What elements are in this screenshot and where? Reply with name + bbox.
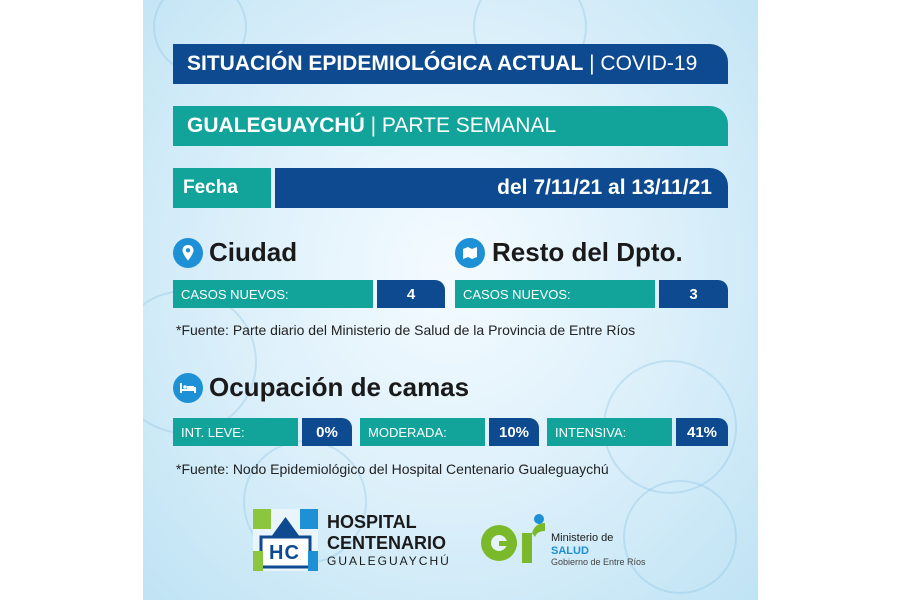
title-light: COVID-19 [600,52,698,75]
cases-source-note: *Fuente: Parte diario del Ministerio de Salud de la Provincia de Entre Ríos [176,322,636,338]
title-bold: SITUACIÓN EPIDEMIOLÓGICA ACTUAL [187,52,584,75]
hospital-logo-line3: GUALEGUAYCHÚ [327,554,451,568]
ministry-logo-mark [477,513,547,567]
subtitle-bold: GUALEGUAYCHÚ [187,114,365,137]
infographic-card [143,0,758,600]
bed-mild-label: INT. LEVE: [181,424,245,440]
title-separator: | [583,52,601,75]
hospital-logo-mark [253,509,318,571]
rest-cases-label-box [455,280,655,308]
bed-intensive-value: 41% [676,418,728,446]
date-label-box [173,168,271,208]
bed-intensive-label: INTENSIVA: [555,424,627,440]
ministry-logo-line1: Ministerio de [551,532,614,544]
ministry-logo-line3: Gobierno de Entre Ríos [551,557,646,568]
date-value: del 7/11/21 al 13/11/21 [497,176,712,199]
map-pin-icon [173,238,203,268]
beds-heading: Ocupación de camas [209,372,470,402]
hospital-bed-icon [173,373,203,403]
bed-item-label-box [360,418,485,446]
beds-source-note: *Fuente: Nodo Epidemiológico del Hospital Centenario Gualeguaychú [176,461,609,477]
city-heading: Ciudad [209,237,298,267]
city-cases-label: CASOS NUEVOS: [181,286,289,302]
rest-heading: Resto del Dpto. [492,237,683,267]
ministry-logo-line2: SALUD [551,544,589,557]
bed-item-label-box [547,418,672,446]
city-cases-label-box [173,280,373,308]
ministry-logo-text [551,532,646,568]
hospital-logo-letters: HC [269,542,300,564]
title-bar [173,44,728,84]
subtitle-bar [173,106,728,146]
date-value-box [275,168,728,208]
city-cases-value: 4 [377,280,445,308]
date-label: Fecha [183,177,238,198]
rest-cases-label: CASOS NUEVOS: [463,286,571,302]
hospital-logo-line2: CENTENARIO [327,533,447,553]
hospital-logo-text [327,513,451,567]
subtitle-separator: | [364,114,382,137]
bed-item-label-box [173,418,298,446]
hospital-logo-line1: HOSPITAL [327,512,417,532]
rest-cases-value: 3 [659,280,728,308]
virus-decoration [143,290,257,434]
map-region-icon [455,238,485,268]
bed-mild-value: 0% [302,418,352,446]
bed-moderate-value: 10% [489,418,539,446]
bed-moderate-label: MODERADA: [368,424,447,440]
subtitle-light: PARTE SEMANAL [381,114,557,137]
